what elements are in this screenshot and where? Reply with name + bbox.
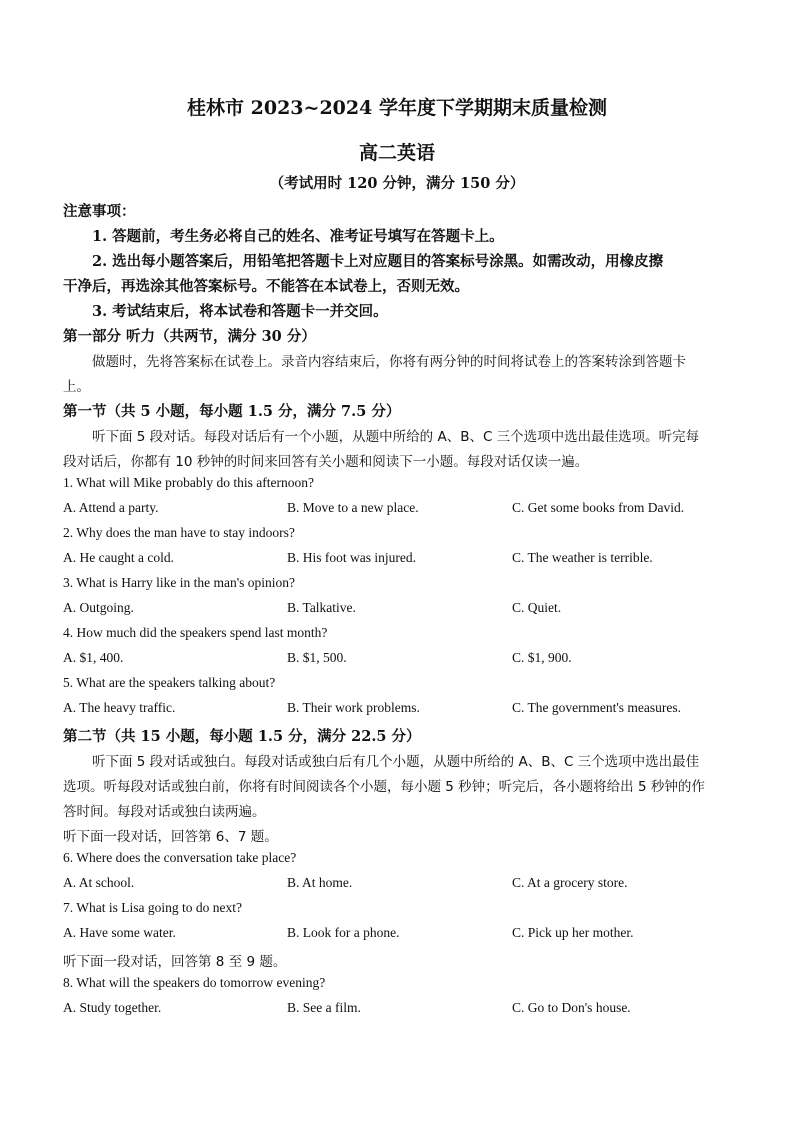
q5-option-b: B. Their work problems. [287,700,420,715]
part1-intro: 做题时，先将答案标在试卷上。录音内容结束后，你将有两分钟的时间将试卷上的答案转涂到答题卡 [92,354,686,370]
q6-option-b: B. At home. [287,875,353,890]
part1-intro-cont: 上。 [63,379,90,395]
notice-heading: 注意事项： [63,203,136,220]
q3-option-b: B. Talkative. [287,600,356,615]
question-4: 4. How much did the speakers spend last month? [63,625,328,640]
q7-option-a: A. Have some water. [63,925,176,940]
q5-option-a: A. The heavy traffic. [63,700,176,715]
question-8: 8. What will the speakers do tomorrow evening? [63,975,326,990]
q4-option-b: B. $1, 500. [287,650,347,665]
part1-heading: 第一部分 听力（共两节，满分 30 分） [63,328,316,345]
q1-option-c: C. Get some books from David. [512,500,685,515]
dialogue-group-2: 听下面一段对话，回答第 8 至 9 题。 [63,954,287,970]
q7-option-b: B. Look for a phone. [287,925,400,940]
question-2: 2. Why does the man have to stay indoors? [63,525,295,540]
q4-option-a: A. $1, 400. [63,650,124,665]
q3-option-c: C. Quiet. [512,600,562,615]
q2-option-c: C. The weather is terrible. [512,550,653,565]
notice-item-2-cont: 干净后，再选涂其他答案标号。不能答在本试卷上，否则无效。 [63,278,469,295]
section1-intro: 听下面 5 段对话。每段对话后有一个小题，从题中所给的 A、B、C 三个选项中选出最佳选项。听完每 [92,429,700,445]
subject-title: 高二英语 [358,142,435,164]
question-5: 5. What are the speakers talking about? [63,675,276,690]
q1-option-b: B. Move to a new place. [287,500,419,515]
question-7: 7. What is Lisa going to do next? [63,900,242,915]
section2-intro: 听下面 5 段对话或独白。每段对话或独白后有几个小题，从题中所给的 A、B、C 三个选项中选出最佳 [92,754,700,770]
exam-info: （考试用时 120 分钟，满分 150 分） [269,175,525,192]
question-6: 6. Where does the conversation take place? [63,850,297,865]
q2-option-a: A. He caught a cold. [63,550,174,565]
section2-intro-cont: 选项。听每段对话或独白前，你将有时间阅读各个小题，每小题 5 秒钟；听完后，各小题将给出 5 秒钟的作 [63,779,705,795]
q4-option-c: C. $1, 900. [512,650,572,665]
q8-option-a: A. Study together. [63,1000,162,1015]
q7-option-c: C. Pick up her mother. [512,925,634,940]
q6-option-a: A. At school. [63,875,135,890]
q3-option-a: A. Outgoing. [63,600,134,615]
section2-heading: 第二节（共 15 小题，每小题 1.5 分，满分 22.5 分） [63,728,421,745]
question-3: 3. What is Harry like in the man's opinion? [63,575,296,590]
exam-title: 桂林市 2023~2024 学年度下学期期末质量检测 [187,97,607,119]
question-1: 1. What will Mike probably do this afternoon? [63,475,314,490]
q1-option-a: A. Attend a party. [63,500,159,515]
q6-option-c: C. At a grocery store. [512,875,628,890]
q5-option-c: C. The government's measures. [512,700,682,715]
notice-item-3: 3. 考试结束后，将本试卷和答题卡一并交回。 [92,303,388,320]
q8-option-b: B. See a film. [287,1000,361,1015]
notice-item-2: 2. 选出每小题答案后，用铅笔把答题卡上对应题目的答案标号涂黑。如需改动，用橡皮擦 [92,253,664,270]
section2-intro-cont-2: 答时间。每段对话或独白读两遍。 [63,804,266,820]
dialogue-group-1: 听下面一段对话，回答第 6、7 题。 [63,829,278,845]
section1-heading: 第一节（共 5 小题，每小题 1.5 分，满分 7.5 分） [63,403,401,420]
q2-option-b: B. His foot was injured. [287,550,416,565]
notice-item-1: 1. 答题前，考生务必将自己的姓名、准考证号填写在答题卡上。 [92,228,504,245]
section1-intro-cont: 段对话后，你都有 10 秒钟的时间来回答有关小题和阅读下一小题。每段对话仅读一遍。 [63,454,589,470]
q8-option-c: C. Go to Don's house. [512,1000,631,1015]
